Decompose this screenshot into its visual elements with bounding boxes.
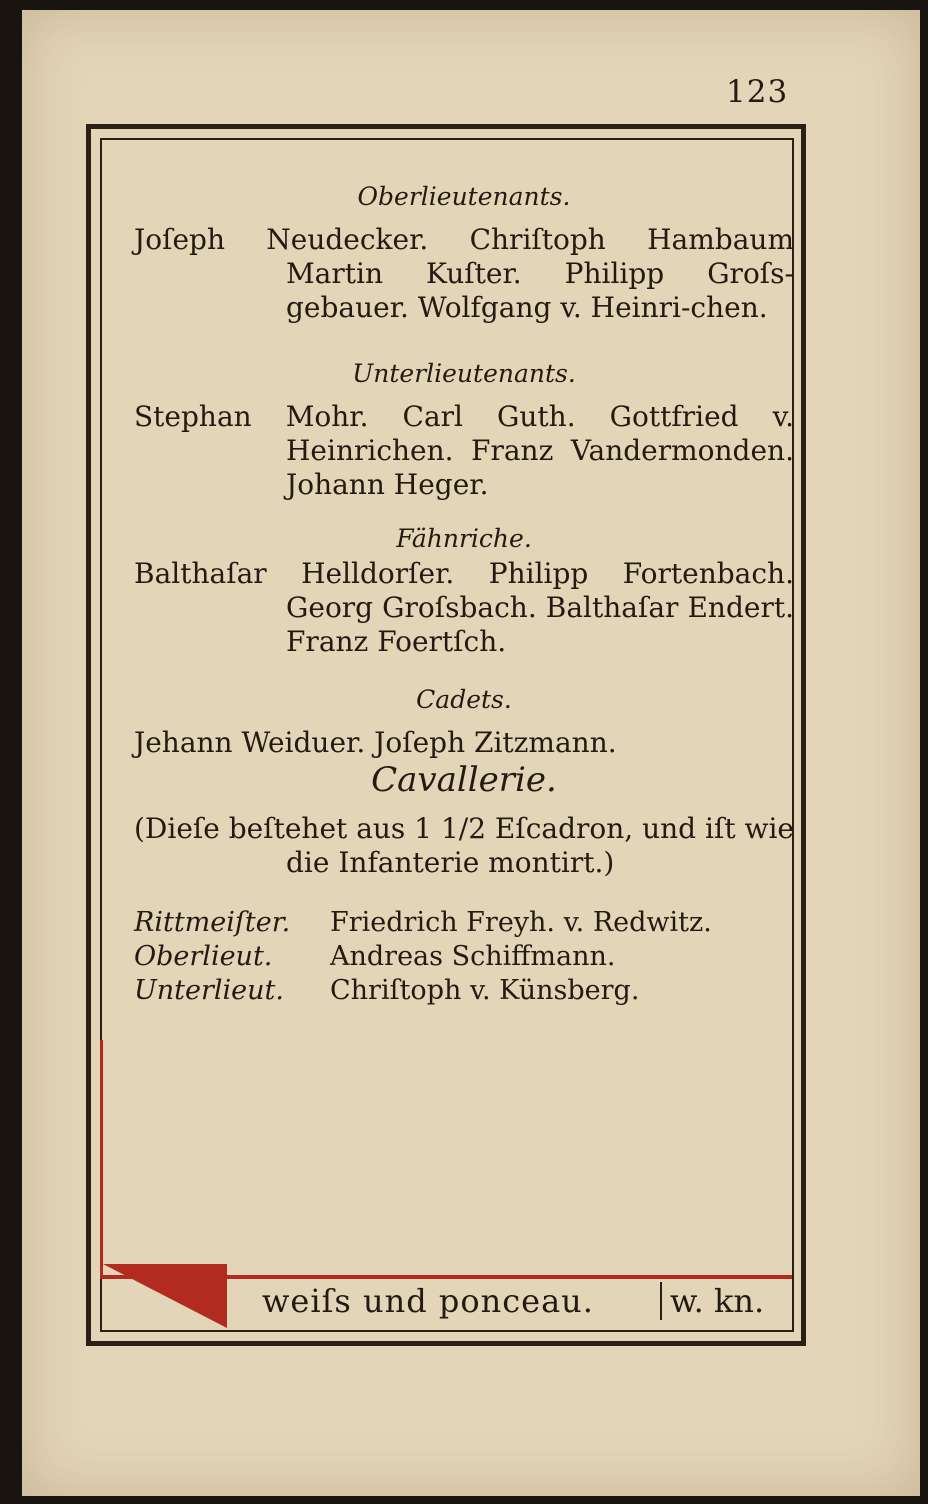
cadets-names: Jehann Weiduer. Joſeph Zitzmann. [134,726,617,759]
officer-name: Andreas Schiffmann. [330,941,616,972]
unterlieutenants-names: Stephan Mohr. Carl Guth. Gottfried v. Heinrichen. Franz Vandermonden. Johann Heger. [134,400,794,501]
officer-name: Friedrich Freyh. v. Redwitz. [330,907,712,938]
officer-row [134,906,794,940]
officer-row [134,974,794,1008]
cavallerie-officers [134,906,794,1008]
uniform-colors-label: weiſs und ponceau. [262,1282,594,1320]
heading-cadets: Cadets. [416,685,512,714]
red-accent-bar [100,1040,103,1275]
uniform-code: w. kn. [660,1282,764,1320]
officer-rank: Rittmeiſter. [134,907,291,938]
officer-rank: Oberlieut. [134,941,273,972]
color-swatch-corner [103,1264,227,1328]
officer-name: Chriſtoph v. Künsberg. [330,975,640,1006]
faehnriche-names: Balthaſar Helldorſer. Philipp Fortenbach. Georg Groſsbach. Balthaſar Endert. Franz Foertſch. [134,557,794,658]
officer-row [134,940,794,974]
heading-unterlieutenants: Unterlieutenants. [352,359,576,388]
heading-oberlieutenants: Oberlieutenants. [357,182,571,211]
roster-content [134,170,794,1008]
red-swatch-triangle [103,1264,227,1328]
heading-faehnriche: Fähnriche. [396,524,532,553]
officer-rank: Unterlieut. [134,975,284,1006]
oberlieutenants-names: Joſeph Neudecker. Chriſtoph Hambaum Martin Kuſter. Philipp Groſs-gebauer. Wolfgang v. Heinri-chen. [134,223,794,324]
heading-cavallerie: Cavallerie. [371,760,557,800]
cavallerie-note: (Dieſe beſtehet aus 1 1/2 Eſcadron, und iſt wie die Infanterie montirt.) [134,812,794,879]
page-number: 123 [726,74,789,110]
